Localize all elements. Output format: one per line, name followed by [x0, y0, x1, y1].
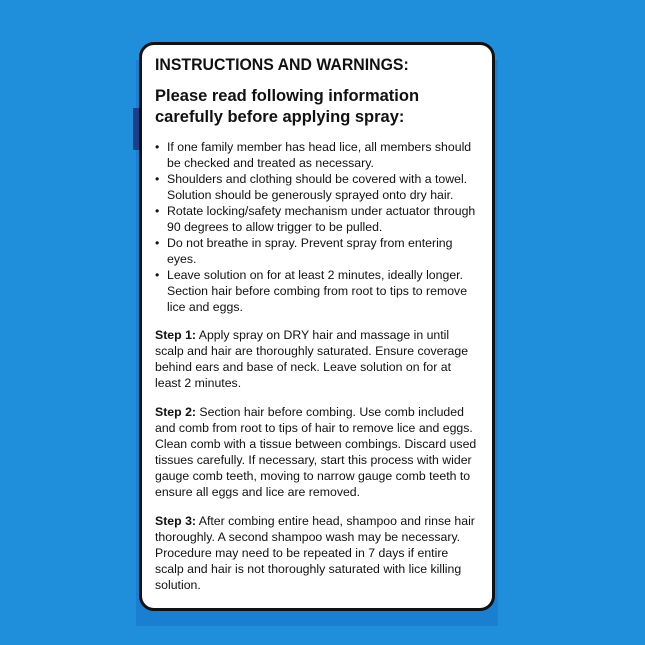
instructions-subheading: Please read following information carefully before applying spray: [155, 87, 420, 126]
warning-item-locking-mechanism: • Rotate locking/safety mechanism under actuator through 90 degrees to allow trigger to be pulled. [155, 203, 480, 235]
step-3 [155, 513, 480, 593]
step-1 [155, 327, 480, 391]
step-2 [155, 404, 480, 500]
warning-item-leave-on: • Leave solution on for at least 2 minutes, ideally longer. Section hair before combing from root to tips to remove lice and eggs. [155, 267, 480, 315]
warning-item-towel: • Shoulders and clothing should be covered with a towel. Solution should be generously sprayed onto dry hair. [155, 171, 480, 203]
step-3-text: After combing entire head, shampoo and rinse hair thoroughly. A second shampoo wash may be necessary. Procedure may need to be repeated in 7 days if entire scalp and hair is not thoroughly saturated with lice killing solution. [155, 514, 475, 592]
step-1-label: Step 1: [155, 328, 196, 342]
step-2-text: Section hair before combing. Use comb included and comb from root to tips of hair to remove lice and eggs. Clean comb with a tissue between combings. Discard used tissues carefully. If necessary, start this process with wider gauge comb teeth, moving to narrow gauge comb teeth to ensure all eggs and lice are removed. [155, 405, 477, 499]
warning-item-family: • If one family member has head lice, all members should be checked and treated as necessary. [155, 139, 480, 171]
step-2-label: Step 2: [155, 405, 196, 419]
instructions-card [139, 42, 495, 611]
warning-list [155, 139, 480, 315]
step-1-text: Apply spray on DRY hair and massage in until scalp and hair are thoroughly saturated. Ensure coverage behind ears and base of neck. Leave solution on for at least 2 minutes. [155, 328, 469, 390]
instructions-heading: INSTRUCTIONS AND WARNINGS: [155, 56, 409, 74]
step-3-label: Step 3: [155, 514, 196, 528]
warning-item-breathing: • Do not breathe in spray. Prevent spray from entering eyes. [155, 235, 480, 267]
